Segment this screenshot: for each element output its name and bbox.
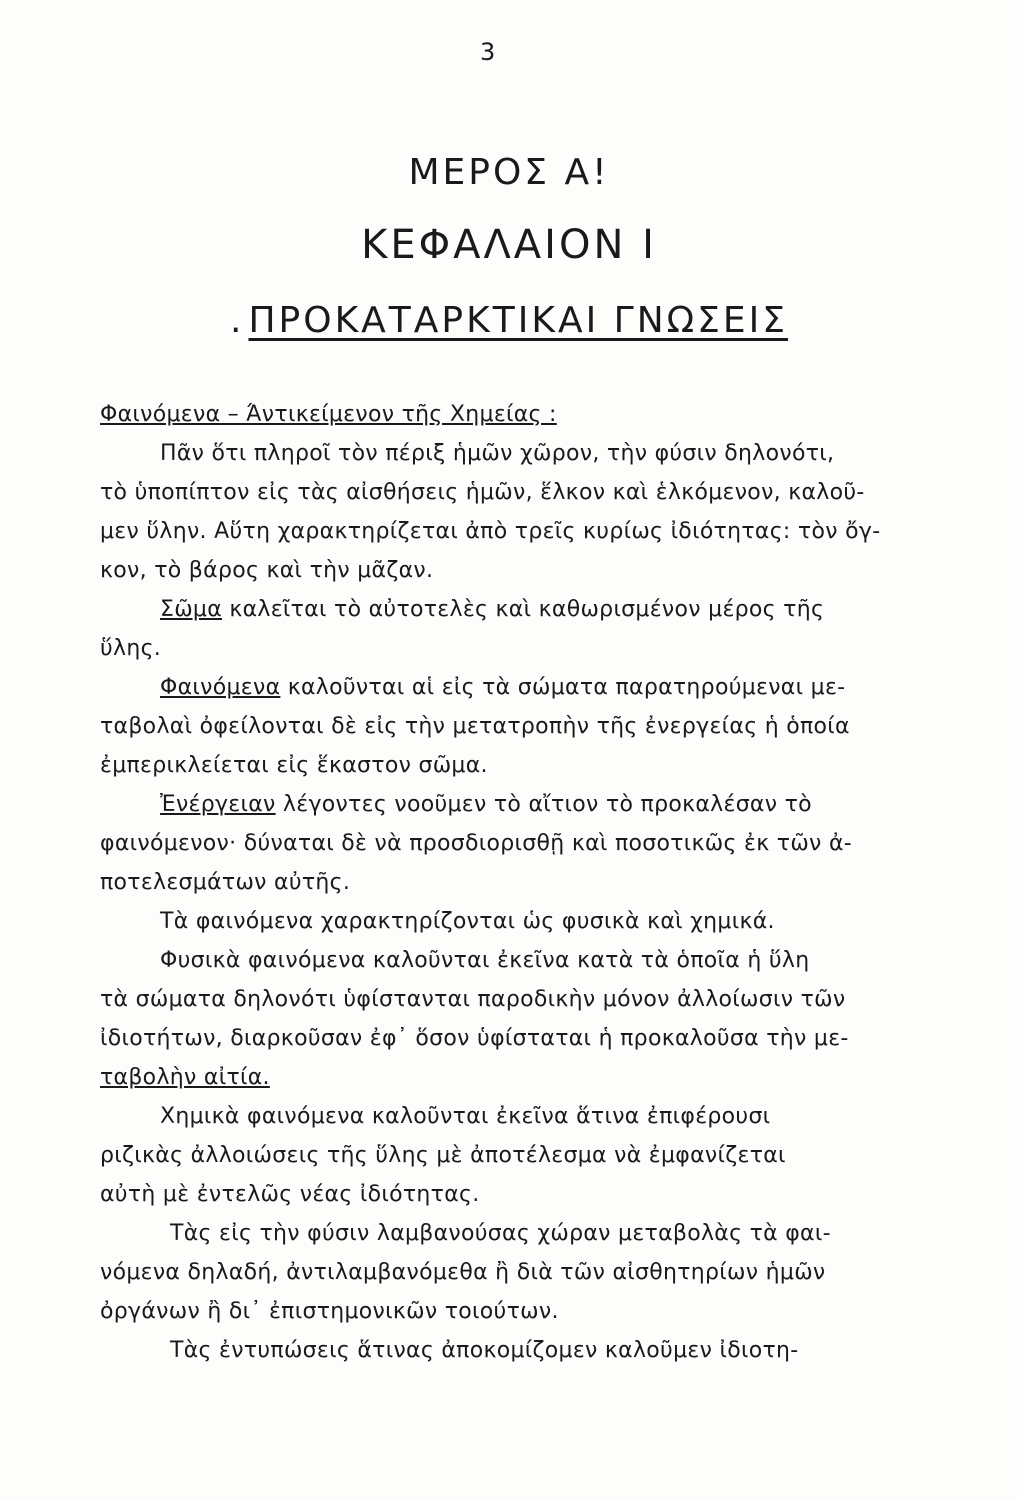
text-line: ριζικὰς ἀλλοιώσεις τῆς ὕλης μὲ ἀποτέλεσμα νὰ ἐμφανίζεται bbox=[100, 1143, 786, 1168]
text-line: ὀργάνων ἢ δι᾽ ἐπιστημονικῶν τοιούτων. bbox=[100, 1299, 559, 1324]
chapter-title: . ΠΡΟΚΑΤΑΡΚΤΙΚΑΙ ΓΝΩΣΕΙΣ bbox=[230, 300, 788, 341]
text-line: Τὰς ἐντυπώσεις ἅτινας ἀποκομίζομεν καλοῦμεν ἰδιοτη- bbox=[170, 1338, 799, 1363]
text-line: Σῶμα καλεῖται τὸ αὐτοτελὲς καὶ καθωρισμένον μέρος τῆς bbox=[160, 597, 825, 622]
page-number: 3 bbox=[480, 38, 497, 66]
text-line: Τὰς εἰς τὴν φύσιν λαμβανούσας χώραν μεταβολὰς τὰ φαι- bbox=[170, 1221, 831, 1246]
text-line: ἰδιοτήτων, διαρκοῦσαν ἐφ᾽ ὅσον ὑφίσταται ἡ προκαλοῦσα τὴν με- bbox=[100, 1026, 849, 1051]
text-line: Φυσικὰ φαινόμενα καλοῦνται ἐκεῖνα κατὰ τὰ ὁποῖα ἡ ὕλη bbox=[160, 948, 810, 973]
defined-term: ταβολὴν αἰτία. bbox=[100, 1065, 270, 1090]
text-line: τὸ ὑποπίπτον εἰς τὰς αἰσθήσεις ἡμῶν, ἕλκον καὶ ἑλκόμενον, καλοῦ- bbox=[100, 480, 865, 505]
text-line: Ἐνέργειαν λέγοντες νοοῦμεν τὸ αἴτιον τὸ προκαλέσαν τὸ bbox=[160, 792, 812, 817]
part-heading: ΜΕΡΟΣ Α! bbox=[408, 152, 610, 193]
text-line: ὕλης. bbox=[100, 636, 162, 661]
defined-term: Φαινόμενα bbox=[160, 675, 281, 700]
text-line: ποτελεσμάτων αὐτῆς. bbox=[100, 870, 351, 895]
text-line: αὐτὴ μὲ ἐντελῶς νέας ἰδιότητας. bbox=[100, 1182, 480, 1207]
text-line bbox=[100, 1058, 920, 1097]
defined-term: Σῶμα bbox=[160, 597, 223, 622]
text-line: Χημικὰ φαινόμενα καλοῦνται ἐκεῖνα ἅτινα ἐπιφέρουσι bbox=[160, 1104, 771, 1129]
body-text bbox=[100, 395, 920, 1370]
text-line: νόμενα δηλαδή, ἀντιλαμβανόμεθα ἢ διὰ τῶν αἰσθητηρίων ἡμῶν bbox=[100, 1260, 826, 1285]
defined-term: Ἐνέργειαν bbox=[160, 792, 276, 817]
section-heading: Φαινόμενα – Άντικείμενον τῆς Χημείας : bbox=[100, 402, 557, 427]
text-line: μεν ὕλην. Αὕτη χαρακτηρίζεται ἀπὸ τρεῖς κυρίως ἰδιότητας: τὸν ὄγ- bbox=[100, 519, 881, 544]
text-line: ἐμπερικλείεται εἰς ἕκαστον σῶμα. bbox=[100, 753, 488, 778]
text-line: ταβολαὶ ὀφείλονται δὲ εἰς τὴν μετατροπὴν τῆς ἐνεργείας ἡ ὁποία bbox=[100, 714, 850, 739]
text-line: Τὰ φαινόμενα χαρακτηρίζονται ὡς φυσικὰ καὶ χημικά. bbox=[160, 909, 775, 934]
chapter-heading: ΚΕΦΑΛΑΙΟΝ Ι bbox=[361, 222, 657, 268]
text-line: Φαινόμενα καλοῦνται αἱ εἰς τὰ σώματα παρατηρούμεναι με- bbox=[160, 675, 846, 700]
chapter-title-text: ΠΡΟΚΑΤΑΡΚΤΙΚΑΙ ΓΝΩΣΕΙΣ bbox=[248, 300, 788, 341]
text-line: φαινόμενον· δύναται δὲ νὰ προσδιορισθῇ καὶ ποσοτικῶς ἐκ τῶν ἀ- bbox=[100, 831, 852, 856]
text-line: Πᾶν ὅτι πληροῖ τὸν πέριξ ἡμῶν χῶρον, τὴν φύσιν δηλονότι, bbox=[160, 441, 835, 466]
text-line: τὰ σώματα δηλονότι ὑφίστανται παροδικὴν μόνον ἀλλοίωσιν τῶν bbox=[100, 987, 846, 1012]
text-line: κον, τὸ βάρος καὶ τὴν μᾶζαν. bbox=[100, 558, 434, 583]
